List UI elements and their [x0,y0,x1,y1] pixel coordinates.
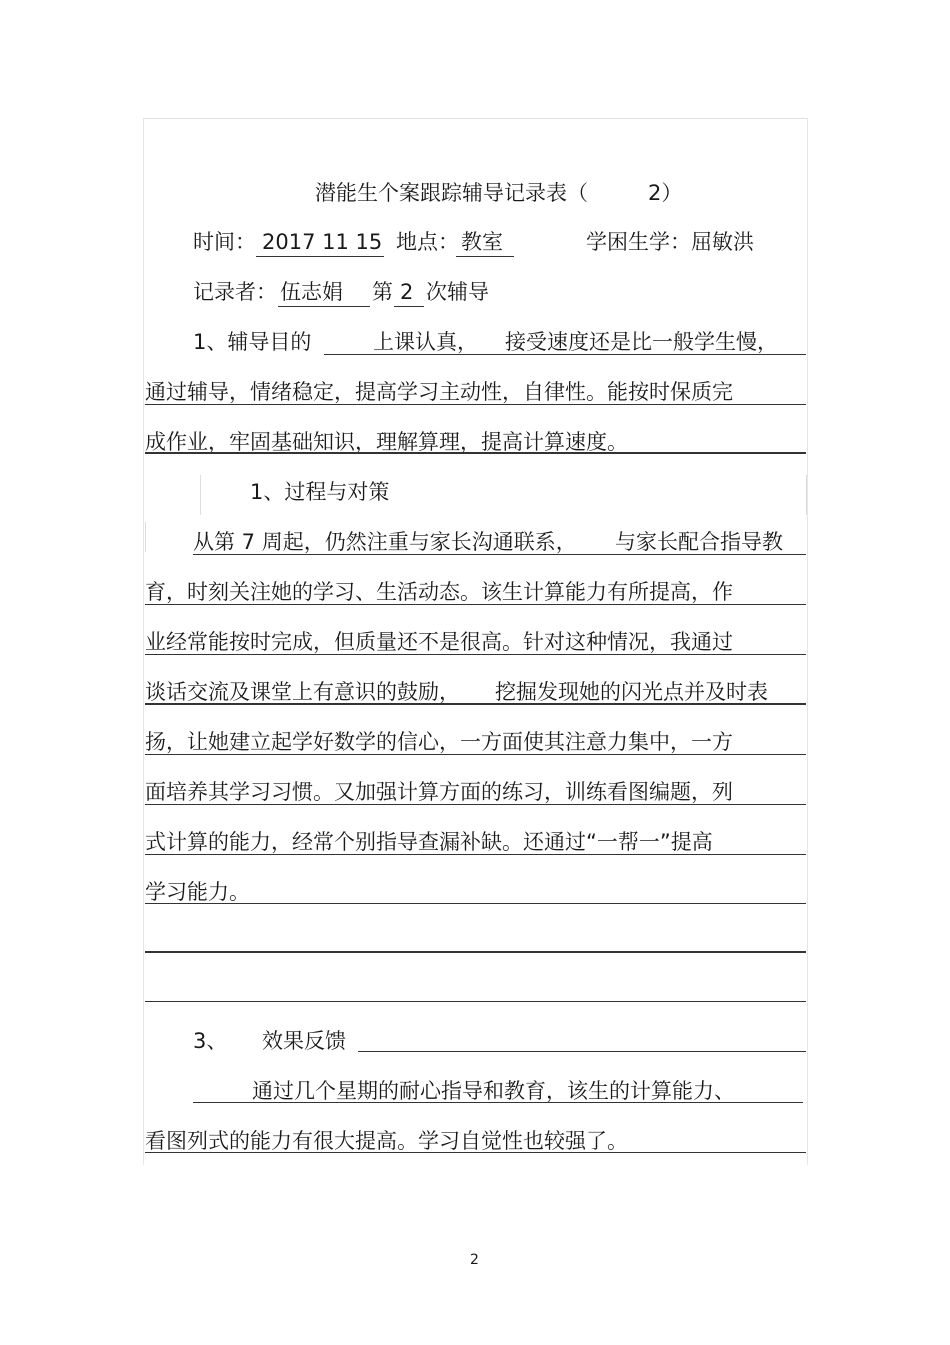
session-suffix: 次辅导 [426,280,489,304]
section2-rule-4 [145,703,806,705]
section2-line3: 业经常能按时完成，但质量还不是很高。针对这种情况，我通过 [145,630,733,654]
recorder-label: 记录者： [193,280,277,304]
student-label: 学困生学：屈敏洪 [586,230,754,254]
section2-line5: 扬，让她建立起学好数学的信心，一方面使其注意力集中，一方 [145,730,733,754]
session-underline [394,306,424,307]
section2-line2: 育，时刻关注她的学习、生活动态。该生计算能力有所提高，作 [145,580,733,604]
blank-rule-2 [145,1001,806,1002]
blank-rule-1 [145,951,806,953]
section2-rule-7 [145,854,806,855]
section2-line1b: 与家长配合指导教 [615,530,783,554]
section1-line1: 上课认真， [373,330,478,354]
time-underline [256,256,384,257]
section2-heading: 1、过程与对策 [250,480,390,504]
place-underline [456,256,514,257]
section1-heading: 1、辅导目的 [193,330,312,354]
section3-number: 3、 [193,1029,228,1053]
section3-line1: 通过几个星期的耐心指导和教育，该生的计算能力、 [252,1079,735,1103]
recorder-underline [278,306,370,307]
page-title-number: 2） [648,181,683,205]
section1-rule-2 [145,404,806,405]
section2-divider-right [806,475,807,515]
section1-line3: 成作业，牢固基础知识，理解算理，提高计算速度。 [145,430,628,454]
section2-line7: 式计算的能力，经常个别指导查漏补缺。还通过“一帮一”提高 [145,830,713,854]
section2-line4b: 挖掘发现她的闪光点并及时表 [495,680,768,704]
section2-line4a: 谈话交流及课堂上有意识的鼓励， [145,680,460,704]
section2-rule-8 [145,903,806,904]
section3-line2: 看图列式的能力有很大提高。学习自觉性也较强了。 [145,1129,628,1153]
section2-line1a: 从第 7 周起，仍然注重与家长沟通联系， [193,530,577,554]
session-prefix: 第 [372,280,393,304]
session-number: 2 [400,280,414,304]
section3-rule-2 [193,1102,803,1103]
section2-rule-3 [145,654,806,655]
place-label: 地点： [396,230,459,254]
section2-rule-5 [145,754,806,755]
section1-line2: 通过辅导，情绪稳定，提高学习主动性，自律性。能按时保质完 [145,380,733,404]
section2-line6: 面培养其学习习惯。又加强计算方面的练习，训练看图编题，列 [145,780,733,804]
section2-divider-left [200,475,201,515]
section2-line8: 学习能力。 [145,880,250,904]
recorder-value: 伍志娟 [280,280,343,304]
section3-rule-3 [145,1152,806,1153]
section1-rule-3 [145,452,806,454]
page-number: 2 [470,1252,479,1268]
section3-heading: 效果反馈 [262,1029,346,1053]
section1-rule-1 [324,354,806,355]
page-title: 潜能生个案跟踪辅导记录表（ [315,181,588,205]
section1-line1b: 接受速度还是比一般学生慢， [505,330,778,354]
section2-rule-6 [145,804,806,805]
section2-rule-1 [193,554,806,555]
section3-rule-1 [358,1051,806,1052]
section2-bracket-left [145,522,146,552]
time-label: 时间： [193,230,256,254]
section2-rule-2 [145,604,806,605]
time-value: 2017 11 15 [262,230,383,254]
place-value: 教室 [461,230,503,254]
